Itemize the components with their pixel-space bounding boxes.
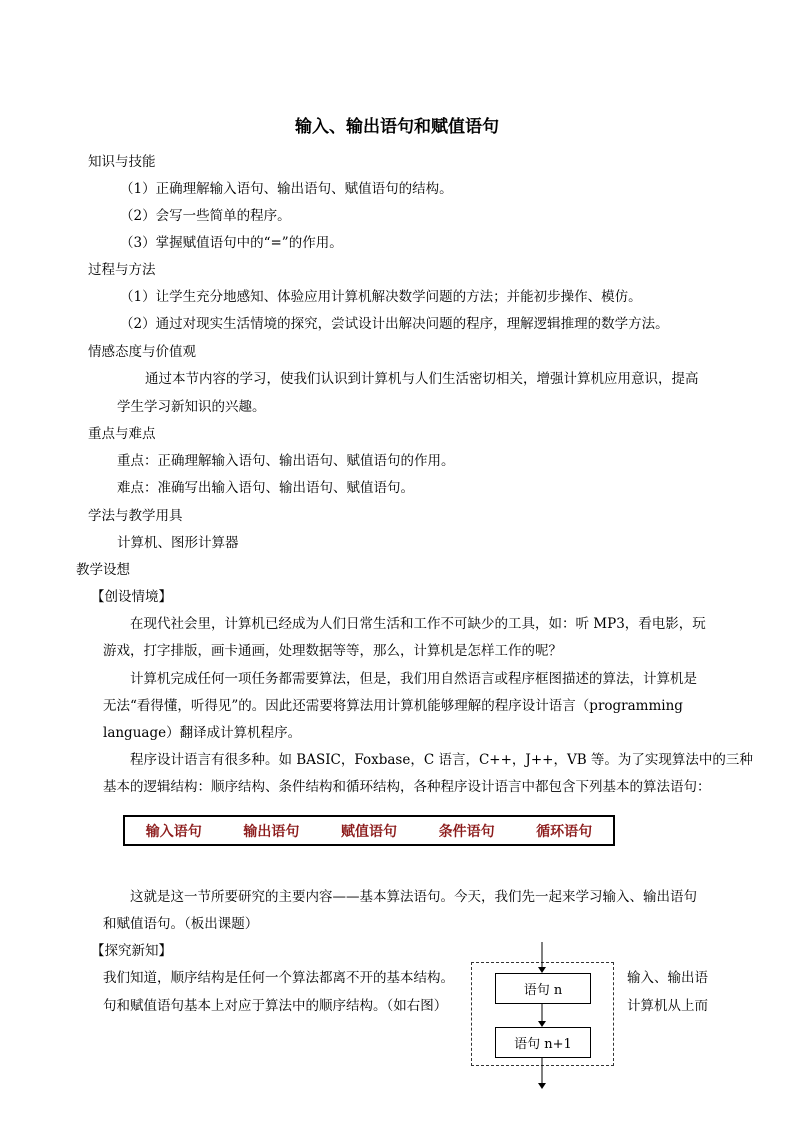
explore-text-right: 计算机从上而	[627, 998, 708, 1014]
design-heading: 教学设想	[76, 562, 130, 578]
explore-text: 我们知道，顺序结构是任何一个算法都离不开的基本结构。	[103, 970, 454, 986]
content-text: 这就是这一节所要研究的主要内容——基本算法语句。今天，我们先一起来学习输入、输出语句	[130, 889, 697, 905]
tools-text: 计算机、图形计算器	[117, 535, 239, 551]
knowledge-item: （2）会写一些简单的程序。	[120, 208, 291, 224]
flow-box-statement-n1: 语句 n+1	[495, 1027, 591, 1058]
scenario-text: 程序设计语言有很多种。如 BASIC，Foxbase，C 语言，C++，J++，VB 等。为了实现算法中的三种	[130, 752, 753, 768]
process-item: （2）通过对现实生活情境的探究，尝试设计出解决问题的程序，理解逻辑推理的数学方法。	[120, 316, 669, 332]
explore-heading: 【探究新知】	[91, 943, 172, 959]
scenario-text: 计算机完成任何一项任务都需要算法，但是，我们用自然语言或程序框图描述的算法，计算机是	[130, 671, 697, 687]
scenario-text: language）翻译成计算机程序。	[103, 725, 302, 741]
key-point: 重点：正确理解输入语句、输出语句、赋值语句的作用。	[117, 453, 455, 469]
statement-input: 输入语句	[145, 823, 202, 840]
knowledge-item: （1）正确理解输入语句、输出语句、赋值语句的结构。	[120, 181, 453, 197]
process-heading: 过程与方法	[88, 262, 156, 278]
key-heading: 重点与难点	[88, 426, 156, 442]
knowledge-item: （3）掌握赋值语句中的“=”的作用。	[120, 235, 343, 251]
scenario-heading: 【创设情境】	[91, 589, 172, 605]
scenario-text: 游戏，打字排版，画卡通画，处理数据等等，那么，计算机是怎样工作的呢？	[103, 643, 562, 659]
emotion-text: 学生学习新知识的兴趣。	[117, 399, 266, 415]
flow-box-statement-n: 语句 n	[495, 973, 591, 1004]
scenario-text: 无法“看得懂，听得见”的。因此还需要将算法用计算机能够理解的程序设计语言（programming	[103, 698, 683, 714]
process-item: （1）让学生充分地感知、体验应用计算机解决数学问题的方法；并能初步操作、模仿。	[120, 289, 642, 305]
explore-text: 句和赋值语句基本上对应于算法中的顺序结构。（如右图）	[103, 998, 448, 1014]
emotion-heading: 情感态度与价值观	[88, 344, 196, 360]
scenario-text: 基本的逻辑结构：顺序结构、条件结构和循环结构，各种程序设计语言中都包含下列基本的算法语句：	[103, 779, 711, 795]
statement-condition: 条件语句	[438, 823, 495, 840]
statement-assign: 赋值语句	[340, 823, 397, 840]
knowledge-heading: 知识与技能	[88, 154, 156, 170]
difficult-point: 难点：准确写出输入语句、输出语句、赋值语句。	[117, 480, 414, 496]
explore-text-right: 输入、输出语	[627, 970, 708, 986]
page-title: 输入、输出语句和赋值语句	[295, 117, 499, 137]
content-text: 和赋值语句。（板出课题）	[103, 916, 259, 932]
statement-loop: 循环语句	[536, 823, 593, 840]
emotion-text: 通过本节内容的学习，使我们认识到计算机与人们生活密切相关，增强计算机应用意识，提高	[145, 371, 699, 387]
statement-output: 输出语句	[243, 823, 300, 840]
scenario-text: 在现代社会里，计算机已经成为人们日常生活和工作不可缺少的工具，如：听 MP3，看电影，玩	[130, 616, 706, 632]
tools-heading: 学法与教学用具	[88, 508, 183, 524]
